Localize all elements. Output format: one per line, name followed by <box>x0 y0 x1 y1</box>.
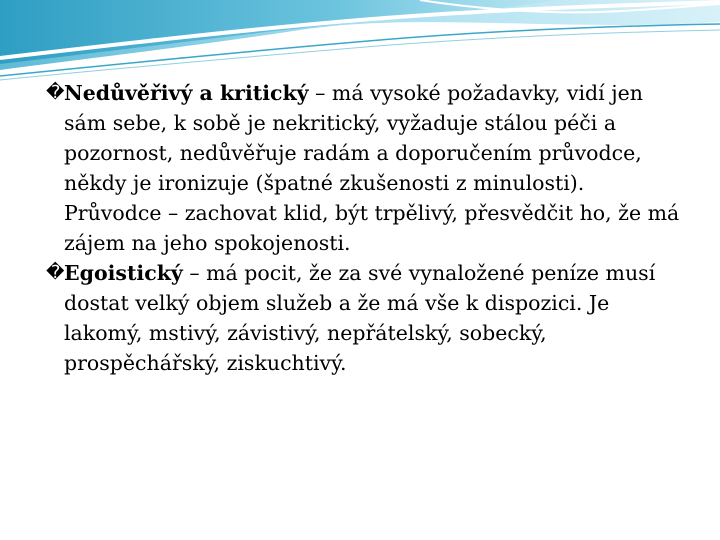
bullet-icon: � <box>46 262 65 283</box>
bullet-icon: � <box>46 82 65 103</box>
bullet-term: Nedůvěřivý a kritický <box>64 81 309 105</box>
bullet-term: Egoistický <box>64 261 183 285</box>
bullet-item-distrustful <box>46 78 686 258</box>
bullet-text: – má pocit, že za své vynaložené peníze musí dostat velký objem služeb a že má vše k dispozici. Je lakomý, mstivý, závistivý, nepřátelský, sobecký, prospěchářský, ziskuchtivý. <box>64 261 656 375</box>
bullet-text: – má vysoké požadavky, vidí jen sám sebe, k sobě je nekritický, vyžaduje stálou péči a pozornost, nedůvěřuje radám a doporučením průvodce, někdy je ironizuje (špatné zkušenosti z minulosti). Průvodce – zachovat klid, být trpělivý, přesvědčit ho, že má zájem na jeho spokojenosti. <box>64 81 680 255</box>
wave-header-decoration <box>0 0 720 90</box>
bullet-item-egoistic <box>46 258 686 378</box>
slide-content <box>46 78 686 378</box>
